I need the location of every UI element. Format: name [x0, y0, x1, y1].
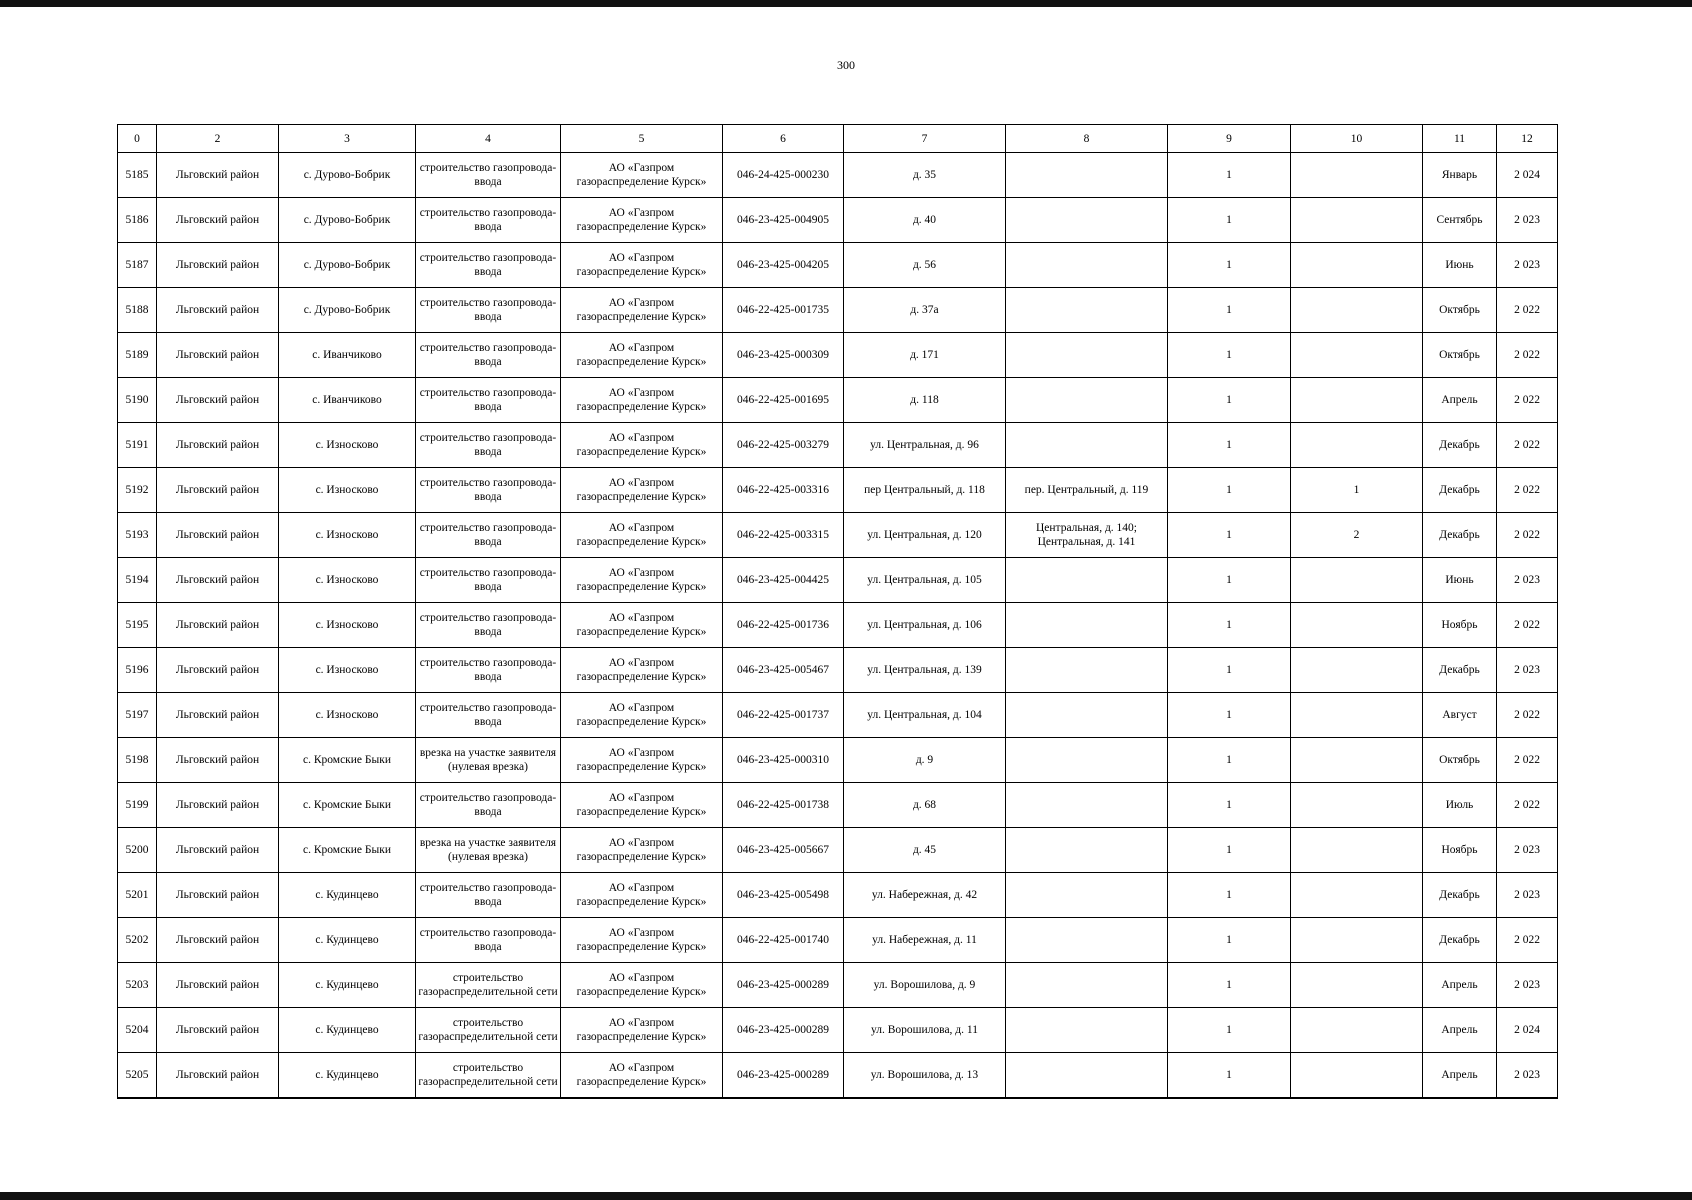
work-type-cell: строительство газопровода-ввода [416, 783, 561, 828]
application-id-cell: 046-23-425-005667 [723, 828, 844, 873]
year-cell: 2 023 [1497, 198, 1558, 243]
month-cell: Ноябрь [1423, 603, 1497, 648]
year-cell: 2 022 [1497, 693, 1558, 738]
district-cell: Льговский район [157, 423, 279, 468]
extra-count-cell [1291, 873, 1423, 918]
district-cell: Льговский район [157, 738, 279, 783]
month-cell: Июль [1423, 783, 1497, 828]
month-cell: Апрель [1423, 378, 1497, 423]
extra-count-cell [1291, 648, 1423, 693]
address-cell: ул. Центральная, д. 139 [844, 648, 1006, 693]
application-id-cell: 046-22-425-001738 [723, 783, 844, 828]
count-cell: 1 [1168, 1008, 1291, 1053]
table-row [118, 198, 1558, 243]
address-cell: ул. Центральная, д. 105 [844, 558, 1006, 603]
district-cell: Льговский район [157, 648, 279, 693]
column-header: 11 [1423, 125, 1497, 153]
count-cell: 1 [1168, 738, 1291, 783]
count-cell: 1 [1168, 828, 1291, 873]
district-cell: Льговский район [157, 288, 279, 333]
extra-count-cell [1291, 423, 1423, 468]
work-type-cell: строительство газопровода-ввода [416, 513, 561, 558]
extra-address-cell [1006, 738, 1168, 783]
organization-cell: АО «Газпром газораспределение Курск» [561, 1053, 723, 1099]
extra-count-cell [1291, 963, 1423, 1008]
year-cell: 2 022 [1497, 378, 1558, 423]
row-number-cell: 5197 [118, 693, 157, 738]
district-cell: Льговский район [157, 153, 279, 198]
count-cell: 1 [1168, 783, 1291, 828]
table-row [118, 648, 1558, 693]
extra-count-cell [1291, 738, 1423, 783]
column-header: 4 [416, 125, 561, 153]
row-number-cell: 5188 [118, 288, 157, 333]
settlement-cell: с. Износково [279, 648, 416, 693]
settlement-cell: с. Износково [279, 693, 416, 738]
row-number-cell: 5204 [118, 1008, 157, 1053]
extra-address-cell: пер. Центральный, д. 119 [1006, 468, 1168, 513]
extra-count-cell [1291, 783, 1423, 828]
extra-address-cell [1006, 873, 1168, 918]
work-type-cell: строительство газопровода-ввода [416, 288, 561, 333]
row-number-cell: 5201 [118, 873, 157, 918]
application-id-cell: 046-23-425-005498 [723, 873, 844, 918]
application-id-cell: 046-23-425-000309 [723, 333, 844, 378]
address-cell: д. 56 [844, 243, 1006, 288]
count-cell: 1 [1168, 918, 1291, 963]
extra-address-cell [1006, 783, 1168, 828]
extra-address-cell [1006, 1008, 1168, 1053]
count-cell: 1 [1168, 153, 1291, 198]
address-cell: д. 40 [844, 198, 1006, 243]
extra-address-cell [1006, 918, 1168, 963]
application-id-cell: 046-23-425-000310 [723, 738, 844, 783]
year-cell: 2 023 [1497, 243, 1558, 288]
column-header: 9 [1168, 125, 1291, 153]
count-cell: 1 [1168, 873, 1291, 918]
row-number-cell: 5186 [118, 198, 157, 243]
year-cell: 2 022 [1497, 783, 1558, 828]
column-header: 12 [1497, 125, 1558, 153]
district-cell: Льговский район [157, 693, 279, 738]
settlement-cell: с. Кудинцево [279, 873, 416, 918]
extra-address-cell [1006, 423, 1168, 468]
column-header: 3 [279, 125, 416, 153]
organization-cell: АО «Газпром газораспределение Курск» [561, 243, 723, 288]
row-number-cell: 5190 [118, 378, 157, 423]
organization-cell: АО «Газпром газораспределение Курск» [561, 558, 723, 603]
count-cell: 1 [1168, 603, 1291, 648]
address-cell: ул. Ворошилова, д. 9 [844, 963, 1006, 1008]
row-number-cell: 5185 [118, 153, 157, 198]
row-number-cell: 5196 [118, 648, 157, 693]
month-cell: Август [1423, 693, 1497, 738]
table-row [118, 513, 1558, 558]
table-row [118, 1053, 1558, 1099]
address-cell: д. 45 [844, 828, 1006, 873]
month-cell: Декабрь [1423, 423, 1497, 468]
application-id-cell: 046-23-425-004425 [723, 558, 844, 603]
month-cell: Октябрь [1423, 333, 1497, 378]
district-cell: Льговский район [157, 603, 279, 648]
column-header: 0 [118, 125, 157, 153]
table-row [118, 1008, 1558, 1053]
address-cell: ул. Ворошилова, д. 13 [844, 1053, 1006, 1099]
district-cell: Льговский район [157, 558, 279, 603]
count-cell: 1 [1168, 468, 1291, 513]
table-row [118, 423, 1558, 468]
table-row [118, 603, 1558, 648]
month-cell: Октябрь [1423, 738, 1497, 783]
work-type-cell: строительство газопровода-ввода [416, 873, 561, 918]
organization-cell: АО «Газпром газораспределение Курск» [561, 378, 723, 423]
extra-count-cell: 1 [1291, 468, 1423, 513]
work-type-cell: строительство газораспределительной сети [416, 963, 561, 1008]
address-cell: ул. Набережная, д. 42 [844, 873, 1006, 918]
district-cell: Льговский район [157, 378, 279, 423]
district-cell: Льговский район [157, 963, 279, 1008]
extra-address-cell [1006, 243, 1168, 288]
work-type-cell: строительство газопровода-ввода [416, 198, 561, 243]
application-id-cell: 046-23-425-005467 [723, 648, 844, 693]
column-header: 2 [157, 125, 279, 153]
row-number-cell: 5205 [118, 1053, 157, 1099]
address-cell: д. 68 [844, 783, 1006, 828]
column-header: 6 [723, 125, 844, 153]
table-row [118, 378, 1558, 423]
organization-cell: АО «Газпром газораспределение Курск» [561, 603, 723, 648]
address-cell: ул. Центральная, д. 104 [844, 693, 1006, 738]
extra-count-cell [1291, 288, 1423, 333]
table-row [118, 783, 1558, 828]
table-row [118, 153, 1558, 198]
settlement-cell: с. Износково [279, 603, 416, 648]
month-cell: Октябрь [1423, 288, 1497, 333]
row-number-cell: 5203 [118, 963, 157, 1008]
month-cell: Декабрь [1423, 513, 1497, 558]
address-cell: ул. Центральная, д. 120 [844, 513, 1006, 558]
extra-count-cell [1291, 1008, 1423, 1053]
table-row [118, 558, 1558, 603]
work-type-cell: врезка на участке заявителя (нулевая врезка) [416, 738, 561, 783]
month-cell: Январь [1423, 153, 1497, 198]
count-cell: 1 [1168, 198, 1291, 243]
extra-count-cell [1291, 153, 1423, 198]
month-cell: Декабрь [1423, 873, 1497, 918]
extra-address-cell: Центральная, д. 140; Центральная, д. 141 [1006, 513, 1168, 558]
extra-address-cell [1006, 378, 1168, 423]
extra-address-cell [1006, 288, 1168, 333]
organization-cell: АО «Газпром газораспределение Курск» [561, 288, 723, 333]
settlement-cell: с. Кромские Быки [279, 738, 416, 783]
work-type-cell: строительство газопровода-ввода [416, 558, 561, 603]
extra-count-cell [1291, 378, 1423, 423]
row-number-cell: 5194 [118, 558, 157, 603]
year-cell: 2 024 [1497, 1008, 1558, 1053]
page-number: 300 [837, 58, 855, 72]
district-cell: Льговский район [157, 333, 279, 378]
work-type-cell: строительство газопровода-ввода [416, 243, 561, 288]
work-type-cell: строительство газопровода-ввода [416, 603, 561, 648]
address-cell: д. 9 [844, 738, 1006, 783]
organization-cell: АО «Газпром газораспределение Курск» [561, 423, 723, 468]
application-id-cell: 046-22-425-001737 [723, 693, 844, 738]
table-row [118, 828, 1558, 873]
organization-cell: АО «Газпром газораспределение Курск» [561, 153, 723, 198]
year-cell: 2 023 [1497, 558, 1558, 603]
extra-address-cell [1006, 333, 1168, 378]
year-cell: 2 023 [1497, 828, 1558, 873]
organization-cell: АО «Газпром газораспределение Курск» [561, 1008, 723, 1053]
row-number-cell: 5199 [118, 783, 157, 828]
scan-edge-bottom [0, 1192, 1692, 1200]
extra-count-cell [1291, 1053, 1423, 1099]
count-cell: 1 [1168, 288, 1291, 333]
work-type-cell: строительство газопровода-ввода [416, 333, 561, 378]
extra-address-cell [1006, 963, 1168, 1008]
application-id-cell: 046-22-425-003315 [723, 513, 844, 558]
application-id-cell: 046-23-425-000289 [723, 963, 844, 1008]
organization-cell: АО «Газпром газораспределение Курск» [561, 828, 723, 873]
work-type-cell: строительство газораспределительной сети [416, 1008, 561, 1053]
address-cell: д. 35 [844, 153, 1006, 198]
count-cell: 1 [1168, 648, 1291, 693]
month-cell: Июнь [1423, 243, 1497, 288]
work-type-cell: строительство газопровода-ввода [416, 693, 561, 738]
count-cell: 1 [1168, 513, 1291, 558]
count-cell: 1 [1168, 558, 1291, 603]
table-row [118, 468, 1558, 513]
district-cell: Льговский район [157, 1008, 279, 1053]
district-cell: Льговский район [157, 828, 279, 873]
settlement-cell: с. Кудинцево [279, 1008, 416, 1053]
row-number-cell: 5189 [118, 333, 157, 378]
extra-address-cell [1006, 693, 1168, 738]
row-number-cell: 5187 [118, 243, 157, 288]
organization-cell: АО «Газпром газораспределение Курск» [561, 468, 723, 513]
settlement-cell: с. Дурово-Бобрик [279, 288, 416, 333]
month-cell: Апрель [1423, 1008, 1497, 1053]
address-cell: ул. Набережная, д. 11 [844, 918, 1006, 963]
settlement-cell: с. Дурово-Бобрик [279, 243, 416, 288]
settlement-cell: с. Кромские Быки [279, 828, 416, 873]
table-row [118, 243, 1558, 288]
organization-cell: АО «Газпром газораспределение Курск» [561, 873, 723, 918]
extra-count-cell: 2 [1291, 513, 1423, 558]
year-cell: 2 024 [1497, 153, 1558, 198]
column-header: 7 [844, 125, 1006, 153]
scan-edge-top [0, 0, 1692, 7]
month-cell: Ноябрь [1423, 828, 1497, 873]
application-id-cell: 046-22-425-001735 [723, 288, 844, 333]
address-cell: пер Центральный, д. 118 [844, 468, 1006, 513]
address-cell: д. 37а [844, 288, 1006, 333]
settlement-cell: с. Иванчиково [279, 378, 416, 423]
extra-address-cell [1006, 198, 1168, 243]
extra-address-cell [1006, 828, 1168, 873]
application-id-cell: 046-22-425-003316 [723, 468, 844, 513]
month-cell: Декабрь [1423, 468, 1497, 513]
settlement-cell: с. Износково [279, 423, 416, 468]
address-cell: ул. Центральная, д. 106 [844, 603, 1006, 648]
application-id-cell: 046-22-425-001736 [723, 603, 844, 648]
month-cell: Апрель [1423, 1053, 1497, 1099]
month-cell: Декабрь [1423, 918, 1497, 963]
district-cell: Льговский район [157, 468, 279, 513]
extra-count-cell [1291, 918, 1423, 963]
count-cell: 1 [1168, 333, 1291, 378]
register-table [117, 124, 1558, 1099]
application-id-cell: 046-23-425-000289 [723, 1053, 844, 1099]
table-body [118, 153, 1558, 1099]
column-header: 8 [1006, 125, 1168, 153]
work-type-cell: строительство газопровода-ввода [416, 918, 561, 963]
year-cell: 2 023 [1497, 963, 1558, 1008]
extra-count-cell [1291, 693, 1423, 738]
work-type-cell: строительство газопровода-ввода [416, 423, 561, 468]
address-cell: д. 171 [844, 333, 1006, 378]
settlement-cell: с. Дурово-Бобрик [279, 153, 416, 198]
extra-address-cell [1006, 648, 1168, 693]
district-cell: Льговский район [157, 873, 279, 918]
month-cell: Июнь [1423, 558, 1497, 603]
settlement-cell: с. Износково [279, 468, 416, 513]
organization-cell: АО «Газпром газораспределение Курск» [561, 198, 723, 243]
extra-address-cell [1006, 558, 1168, 603]
year-cell: 2 022 [1497, 603, 1558, 648]
year-cell: 2 023 [1497, 1053, 1558, 1099]
work-type-cell: строительство газопровода-ввода [416, 468, 561, 513]
district-cell: Льговский район [157, 198, 279, 243]
district-cell: Льговский район [157, 783, 279, 828]
application-id-cell: 046-22-425-001695 [723, 378, 844, 423]
extra-count-cell [1291, 603, 1423, 648]
organization-cell: АО «Газпром газораспределение Курск» [561, 963, 723, 1008]
application-id-cell: 046-23-425-000289 [723, 1008, 844, 1053]
row-number-cell: 5202 [118, 918, 157, 963]
month-cell: Апрель [1423, 963, 1497, 1008]
extra-count-cell [1291, 333, 1423, 378]
application-id-cell: 046-22-425-003279 [723, 423, 844, 468]
row-number-cell: 5191 [118, 423, 157, 468]
count-cell: 1 [1168, 963, 1291, 1008]
row-number-cell: 5200 [118, 828, 157, 873]
header-row [118, 125, 1558, 153]
table-row [118, 288, 1558, 333]
settlement-cell: с. Износково [279, 513, 416, 558]
address-cell: ул. Ворошилова, д. 11 [844, 1008, 1006, 1053]
address-cell: ул. Центральная, д. 96 [844, 423, 1006, 468]
organization-cell: АО «Газпром газораспределение Курск» [561, 333, 723, 378]
row-number-cell: 5192 [118, 468, 157, 513]
application-id-cell: 046-23-425-004205 [723, 243, 844, 288]
count-cell: 1 [1168, 378, 1291, 423]
district-cell: Льговский район [157, 243, 279, 288]
application-id-cell: 046-22-425-001740 [723, 918, 844, 963]
work-type-cell: строительство газопровода-ввода [416, 648, 561, 693]
organization-cell: АО «Газпром газораспределение Курск» [561, 513, 723, 558]
settlement-cell: с. Иванчиково [279, 333, 416, 378]
table-row [118, 918, 1558, 963]
count-cell: 1 [1168, 1053, 1291, 1099]
column-header: 5 [561, 125, 723, 153]
district-cell: Льговский район [157, 513, 279, 558]
settlement-cell: с. Кудинцево [279, 963, 416, 1008]
month-cell: Сентябрь [1423, 198, 1497, 243]
district-cell: Льговский район [157, 1053, 279, 1099]
year-cell: 2 022 [1497, 423, 1558, 468]
column-header: 10 [1291, 125, 1423, 153]
extra-count-cell [1291, 198, 1423, 243]
year-cell: 2 022 [1497, 288, 1558, 333]
year-cell: 2 022 [1497, 333, 1558, 378]
year-cell: 2 023 [1497, 648, 1558, 693]
work-type-cell: строительство газораспределительной сети [416, 1053, 561, 1099]
extra-address-cell [1006, 603, 1168, 648]
district-cell: Льговский район [157, 918, 279, 963]
organization-cell: АО «Газпром газораспределение Курск» [561, 693, 723, 738]
year-cell: 2 022 [1497, 738, 1558, 783]
organization-cell: АО «Газпром газораспределение Курск» [561, 648, 723, 693]
count-cell: 1 [1168, 243, 1291, 288]
settlement-cell: с. Дурово-Бобрик [279, 198, 416, 243]
organization-cell: АО «Газпром газораспределение Курск» [561, 738, 723, 783]
settlement-cell: с. Износково [279, 558, 416, 603]
year-cell: 2 022 [1497, 918, 1558, 963]
row-number-cell: 5195 [118, 603, 157, 648]
extra-address-cell [1006, 1053, 1168, 1099]
application-id-cell: 046-23-425-004905 [723, 198, 844, 243]
year-cell: 2 022 [1497, 513, 1558, 558]
row-number-cell: 5193 [118, 513, 157, 558]
extra-count-cell [1291, 243, 1423, 288]
table-row [118, 873, 1558, 918]
application-id-cell: 046-24-425-000230 [723, 153, 844, 198]
count-cell: 1 [1168, 423, 1291, 468]
work-type-cell: строительство газопровода-ввода [416, 378, 561, 423]
year-cell: 2 022 [1497, 468, 1558, 513]
address-cell: д. 118 [844, 378, 1006, 423]
work-type-cell: строительство газопровода-ввода [416, 153, 561, 198]
organization-cell: АО «Газпром газораспределение Курск» [561, 783, 723, 828]
settlement-cell: с. Кудинцево [279, 918, 416, 963]
work-type-cell: врезка на участке заявителя (нулевая врезка) [416, 828, 561, 873]
extra-count-cell [1291, 558, 1423, 603]
organization-cell: АО «Газпром газораспределение Курск» [561, 918, 723, 963]
settlement-cell: с. Кромские Быки [279, 783, 416, 828]
table-row [118, 738, 1558, 783]
table-row [118, 333, 1558, 378]
extra-count-cell [1291, 828, 1423, 873]
count-cell: 1 [1168, 693, 1291, 738]
extra-address-cell [1006, 153, 1168, 198]
table-row [118, 963, 1558, 1008]
table-row [118, 693, 1558, 738]
settlement-cell: с. Кудинцево [279, 1053, 416, 1099]
month-cell: Декабрь [1423, 648, 1497, 693]
year-cell: 2 023 [1497, 873, 1558, 918]
row-number-cell: 5198 [118, 738, 157, 783]
